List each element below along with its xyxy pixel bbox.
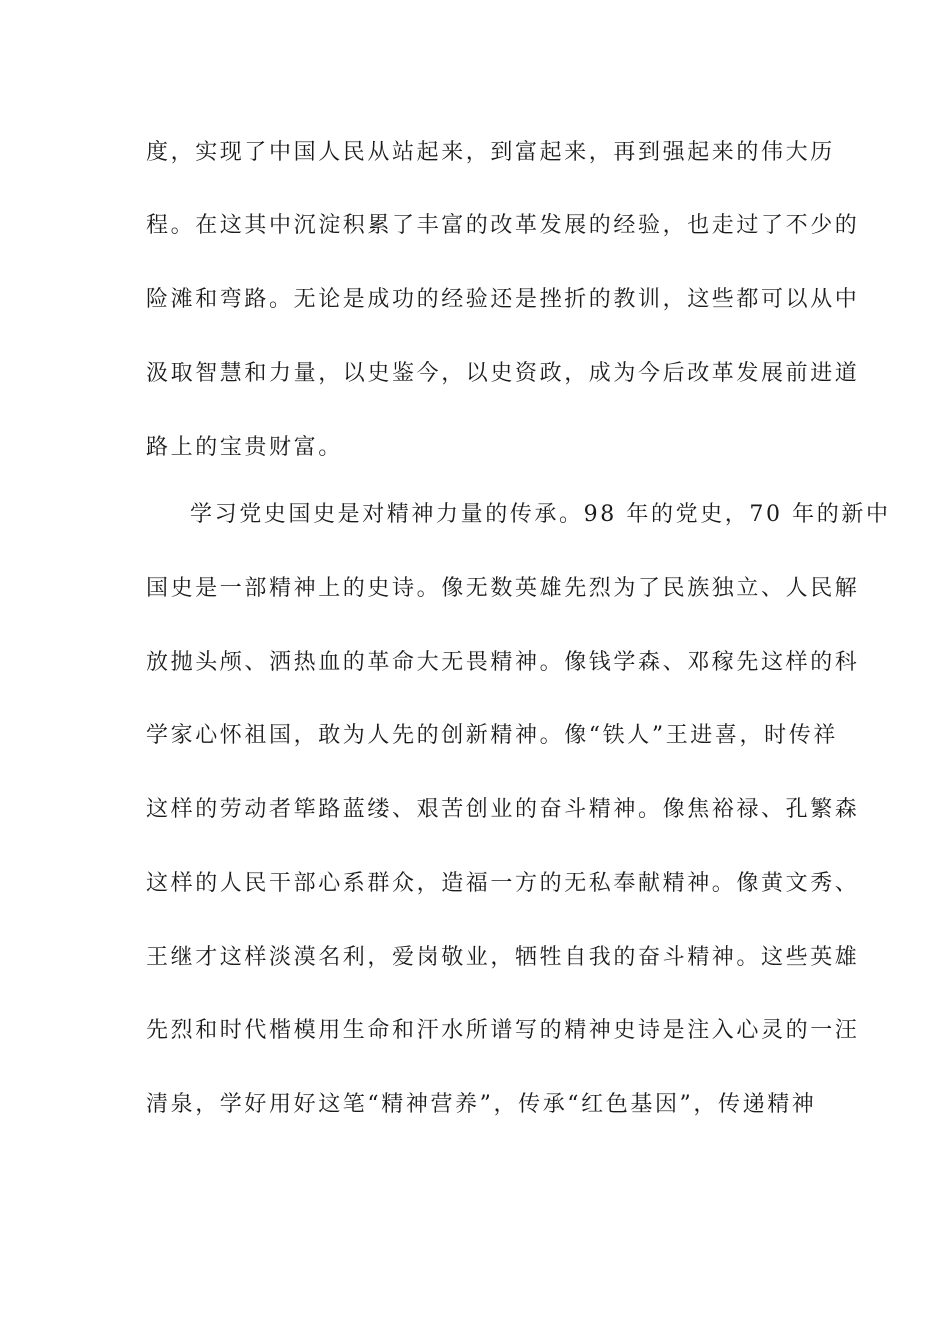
text-line: 清泉，学好用好这笔“精神营养”，传承“红色基因”，传递精神 xyxy=(146,1092,817,1117)
text-line: 学家心怀祖国，敢为人先的创新精神。像“铁人”王进喜，时传祥 xyxy=(146,723,838,748)
text-line: 路上的宝贵财富。 xyxy=(146,435,343,460)
text-line: 汲取智慧和力量，以史鉴今，以史资政，成为今后改革发展前进道 xyxy=(146,361,860,386)
text-line: 王继才这样淡漠名利，爱岗敬业，牺牲自我的奋斗精神。这些英雄 xyxy=(146,945,860,970)
text-line: 这样的劳动者筚路蓝缕、艰苦创业的奋斗精神。像焦裕禄、孔繁森 xyxy=(146,797,860,822)
text-line: 程。在这其中沉淀积累了丰富的改革发展的经验，也走过了不少的 xyxy=(146,213,860,238)
paragraph-first-line: 学习党史国史是对精神力量的传承。98 年的党史，70 年的新中 xyxy=(190,502,891,527)
text-line: 险滩和弯路。无论是成功的经验还是挫折的教训，这些都可以从中 xyxy=(146,287,860,312)
text-line: 这样的人民干部心系群众，造福一方的无私奉献精神。像黄文秀、 xyxy=(146,871,860,896)
text-line: 国史是一部精神上的史诗。像无数英雄先烈为了民族独立、人民解 xyxy=(146,576,860,601)
text-line: 度，实现了中国人民从站起来，到富起来，再到强起来的伟大历 xyxy=(146,140,835,165)
text-line: 放抛头颅、洒热血的革命大无畏精神。像钱学森、邓稼先这样的科 xyxy=(146,650,860,675)
text-line: 先烈和时代楷模用生命和汗水所谱写的精神史诗是注入心灵的一汪 xyxy=(146,1018,860,1043)
